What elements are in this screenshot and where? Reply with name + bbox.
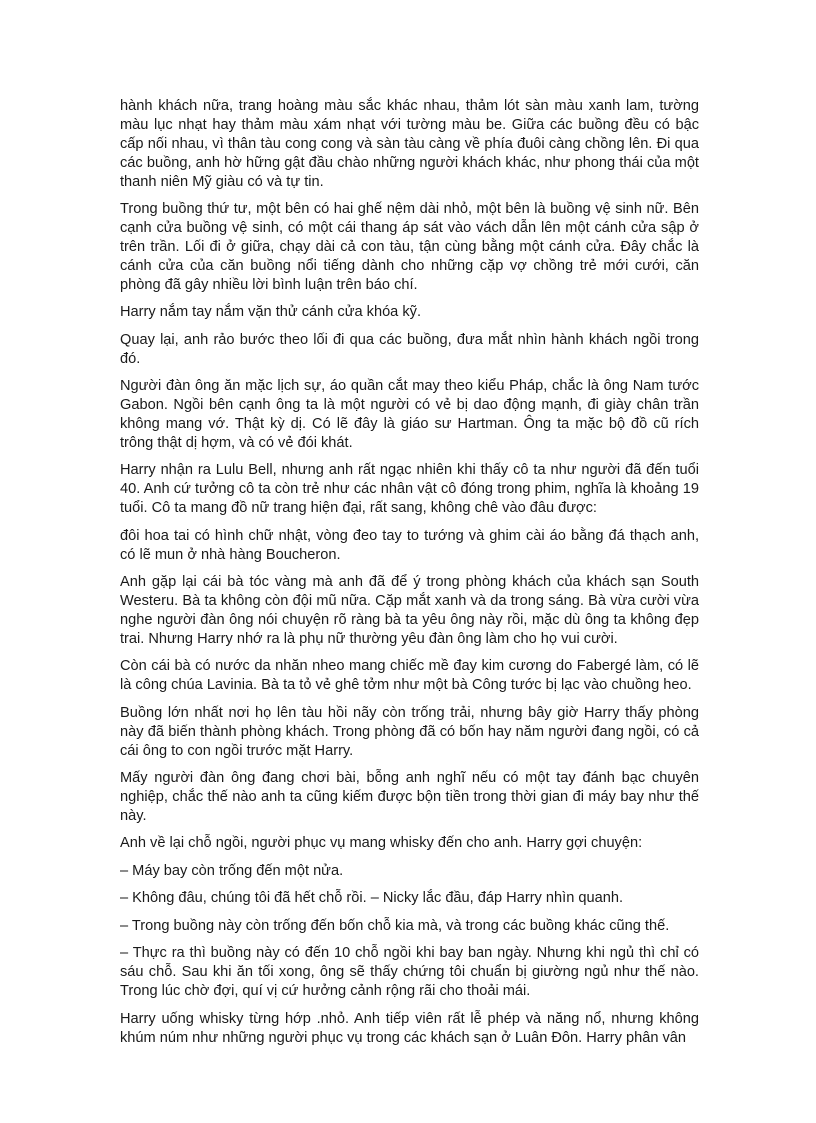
dialogue-line: – Không đâu, chúng tôi đã hết chỗ rồi. – Nicky lắc đầu, đáp Harry nhìn quanh. — [120, 890, 623, 907]
paragraph: đôi hoa tai có hình chữ nhật, vòng đeo tay to tướng và ghim cài áo bằng đá thạch anh, có lẽ mun ở nhà hàng Boucheron. — [120, 527, 699, 563]
paragraph: Buồng lớn nhất nơi họ lên tàu hồi nãy còn trống trải, nhưng bây giờ Harry thấy phòng này đã biến thành phòng khách. Trong phòng đã có bốn hay năm người đang ngồi, có cả cái ông to con ngồi trước mặt Harry. — [120, 704, 699, 759]
paragraph: Còn cái bà có nước da nhăn nheo mang chiếc mề đay kim cương do Fabergé làm, có lẽ là công chúa Lavinia. Bà ta tỏ vẻ ghê tởm như một bà Công tước bị lạc vào chuồng heo. — [120, 658, 699, 694]
document-page — [120, 97, 699, 1056]
paragraph: hành khách nữa, trang hoàng màu sắc khác nhau, thảm lót sàn màu xanh lam, tường màu lục nhạt hay thảm màu xám nhạt với tường màu be. Giữa các buồng đều có bậc cấp nối nhau, vì thân tàu cong cong và sàn tàu càng về phía đuôi càng chồng lên. Đi qua các buồng, anh hờ hững gật đầu chào những người khách khác, như phong thái của một thanh niên Mỹ giàu có và tự tin. — [120, 98, 699, 190]
paragraph: Harry uống whisky từng hớp .nhỏ. Anh tiếp viên rất lễ phép và năng nổ, nhưng không khúm núm như những người phục vụ trong các khách sạn ở Luân Đôn. Harry phân vân — [120, 1010, 699, 1046]
paragraph: Anh gặp lại cái bà tóc vàng mà anh đã để ý trong phòng khách của khách sạn South Westeru. Bà ta không còn đội mũ nữa. Cặp mắt xanh và da trong sáng. Bà vừa cười vừa nghe người đàn ông nói chuyện rõ ràng bà ta yêu ông này rồi, mặc dù ông ta không đẹp trai. Nhưng Harry nhớ ra là phụ nữ thường yêu đàn ông làm cho họ vui cười. — [120, 574, 699, 647]
dialogue-line: – Máy bay còn trống đến một nửa. — [120, 862, 344, 879]
paragraph: Harry nắm tay nắm vặn thử cánh cửa khóa kỹ. — [120, 304, 422, 321]
paragraph: Người đàn ông ăn mặc lịch sự, áo quần cắt may theo kiểu Pháp, chắc là ông Nam tước Gabon. Ngồi bên cạnh ông ta là một người có vẻ bị dao động mạnh, đi giày chân trần không mang vớ. Thật kỳ dị. Có lẽ đây là giáo sư Hartman. Ông ta mặc bộ đồ cũ rích trông thật dị hợm, và có vẻ đói khát. — [120, 378, 699, 451]
paragraph: Anh về lại chỗ ngồi, người phục vụ mang whisky đến cho anh. Harry gợi chuyện: — [120, 835, 643, 852]
dialogue-line: – Thực ra thì buồng này có đến 10 chỗ ngồi khi bay ban ngày. Nhưng khi ngủ thì chỉ có sáu chỗ. Sau khi ăn tối xong, ông sẽ thấy chứng tôi chuẩn bị giường ngủ như thế nào. Trong lúc chờ đợi, quí vị cứ hưởng cảnh rộng rãi cho thoải mái. — [120, 945, 699, 1000]
paragraph: Mấy người đàn ông đang chơi bài, bỗng anh nghĩ nếu có một tay đánh bạc chuyên nghiệp, chắc thế nào anh ta cũng kiếm được bộn tiền trong thời gian đi máy bay như thế này. — [120, 770, 699, 824]
paragraph: Trong buồng thứ tư, một bên có hai ghế nệm dài nhỏ, một bên là buồng vệ sinh nữ. Bên cạnh cửa buồng vệ sinh, có một cái thang áp sát vào vách dẫn lên một cánh cửa sập ở trên trần. Lối đi ở giữa, chạy dài cả con tàu, tận cùng bằng một cánh cửa. Đây chắc là cánh cửa của căn buồng nổi tiếng dành cho những cặp vợ chồng trẻ mới cưới, căn phòng đã gây nhiều lời bình luận trên báo chí. — [120, 201, 699, 293]
paragraph: Quay lại, anh rảo bước theo lối đi qua các buồng, đưa mắt nhìn hành khách ngồi trong đó. — [120, 331, 699, 367]
dialogue-line: – Trong buồng này còn trống đến bốn chỗ kia mà, và trong các buồng khác cũng thế. — [120, 917, 670, 934]
paragraph: Harry nhận ra Lulu Bell, nhưng anh rất ngạc nhiên khi thấy cô ta như người đã đến tuổi 40. Anh cứ tưởng cô ta còn trẻ như các nhân vật cô đóng trong phim, nghĩa là khoảng 19 tuổi. Cô ta mang đồ nữ trang hiện đại, rất sang, không chê vào đâu được: — [120, 462, 699, 517]
